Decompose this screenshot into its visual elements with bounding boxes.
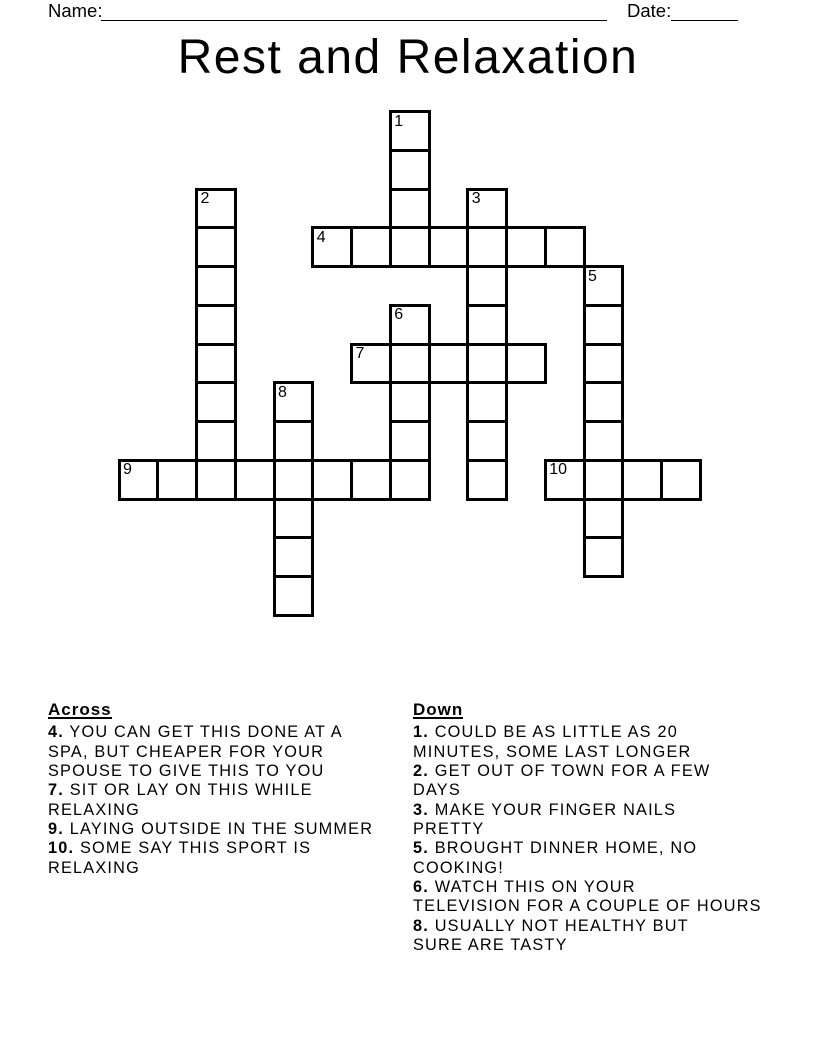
grid-cell[interactable] [156,459,198,501]
grid-cell[interactable] [583,343,625,385]
grid-cell[interactable] [273,536,315,578]
grid-cell[interactable] [466,188,508,230]
clue-continuation: SURE ARE TASTY [413,936,568,955]
clue: 1. COULD BE AS LITTLE AS 20 [413,723,678,742]
clue: 2. GET OUT OF TOWN FOR A FEW [413,762,711,781]
clue-continuation: COOKING! [413,858,505,877]
clue-number: 7. [48,781,64,800]
clue-number: 1. [413,723,429,742]
cell-number: 6 [394,306,404,324]
grid-cell[interactable] [350,459,392,501]
grid-cell[interactable] [389,188,431,230]
clue-continuation: DAYS [413,781,461,800]
clue: 9. LAYING OUTSIDE IN THE SUMMER [48,820,374,839]
clue-number: 2. [413,762,429,781]
grid-cell[interactable] [466,304,508,346]
cell-number: 9 [123,461,132,479]
grid-cell[interactable] [195,226,237,268]
clue-number: 9. [48,820,64,839]
clue: 5. BROUGHT DINNER HOME, NO [413,839,698,858]
clue-number: 3. [413,800,429,819]
grid-cell[interactable] [389,420,431,462]
grid-cell[interactable] [118,459,160,501]
grid-cell[interactable] [583,498,625,540]
grid-cell[interactable] [621,459,663,501]
clue-continuation: RELAXING [48,858,140,877]
grid-cell[interactable] [195,381,237,423]
grid-cell[interactable] [466,381,508,423]
cell-number: 7 [355,345,365,362]
grid-cell[interactable] [466,459,508,501]
grid-cell[interactable] [389,110,431,152]
grid-cell[interactable] [273,381,315,423]
clue: 4. YOU CAN GET THIS DONE AT A [48,723,343,742]
grid-cell[interactable] [389,304,431,346]
grid-cell[interactable] [273,420,315,462]
clue-continuation: TELEVISION FOR A COUPLE OF HOURS [413,897,762,916]
across-clue-list [48,723,373,878]
grid-cell[interactable] [583,420,625,462]
grid-cell[interactable] [273,459,315,501]
page-title: Rest and Relaxation [177,31,639,84]
clue-number: 5. [413,839,429,858]
grid-cell[interactable] [195,188,237,230]
grid-cell[interactable] [389,149,431,191]
grid-cell[interactable] [350,226,392,268]
cell-number: 8 [278,383,287,401]
date-fill-line[interactable] [671,0,738,21]
grid-cell[interactable] [234,459,276,501]
cell-number: 1 [394,112,404,130]
clue: 10. SOME SAY THIS SPORT IS [48,839,312,858]
clue-continuation: SPA, BUT CHEAPER FOR YOUR [48,742,325,761]
grid-cell[interactable] [195,265,237,307]
grid-cell[interactable] [544,226,586,268]
clue-number: 6. [413,878,429,897]
grid-cell[interactable] [583,265,625,307]
clue: 8. USUALLY NOT HEALTHY BUT [413,916,689,935]
name-fill-line[interactable] [101,0,607,21]
clue-number: 4. [48,723,64,742]
down-clue-list [413,723,762,955]
grid-cell[interactable] [350,343,392,385]
grid-cell[interactable] [466,265,508,307]
crossword-grid [118,110,703,617]
grid-cell[interactable] [273,575,315,617]
cell-number: 10 [549,461,568,479]
grid-cell[interactable] [544,459,586,501]
clue-continuation: PRETTY [413,820,485,839]
clue: 3. MAKE YOUR FINGER NAILS [413,800,677,819]
grid-cell[interactable] [195,343,237,385]
clue: 6. WATCH THIS ON YOUR [413,878,636,897]
grid-cell[interactable] [505,343,547,385]
clue-number: 10. [48,839,75,858]
grid-cell[interactable] [505,226,547,268]
grid-cell[interactable] [389,381,431,423]
grid-cell[interactable] [583,381,625,423]
grid-cell[interactable] [583,459,625,501]
grid-cell[interactable] [195,420,237,462]
cell-number: 3 [471,190,481,207]
grid-cell[interactable] [389,343,431,385]
across-clues-section [48,700,373,878]
clue: 7. SIT OR LAY ON THIS WHILE [48,781,313,800]
grid-cell[interactable] [583,536,625,578]
clue-continuation: MINUTES, SOME LAST LONGER [413,742,692,761]
grid-cell[interactable] [428,226,470,268]
down-clues-section [413,700,762,955]
grid-cell[interactable] [583,304,625,346]
grid-cell[interactable] [195,459,237,501]
clue-continuation: SPOUSE TO GIVE THIS TO YOU [48,762,325,781]
down-heading: Down [413,700,464,719]
name-label: Name: [48,0,103,21]
grid-cell[interactable] [389,226,431,268]
clue-continuation: RELAXING [48,800,140,819]
grid-cell[interactable] [466,343,508,385]
grid-cell[interactable] [311,226,353,268]
grid-cell[interactable] [466,420,508,462]
grid-cell[interactable] [389,459,431,501]
across-heading: Across [48,700,112,719]
grid-cell[interactable] [466,226,508,268]
cell-number: 5 [588,267,597,285]
grid-cell[interactable] [311,459,353,501]
grid-cell[interactable] [195,304,237,346]
grid-cell[interactable] [273,498,315,540]
cell-number: 4 [316,228,326,246]
grid-cell[interactable] [428,343,470,385]
clue-number: 8. [413,916,429,935]
cell-number: 2 [200,190,210,207]
grid-cell[interactable] [660,459,702,501]
date-label: Date: [627,0,672,21]
